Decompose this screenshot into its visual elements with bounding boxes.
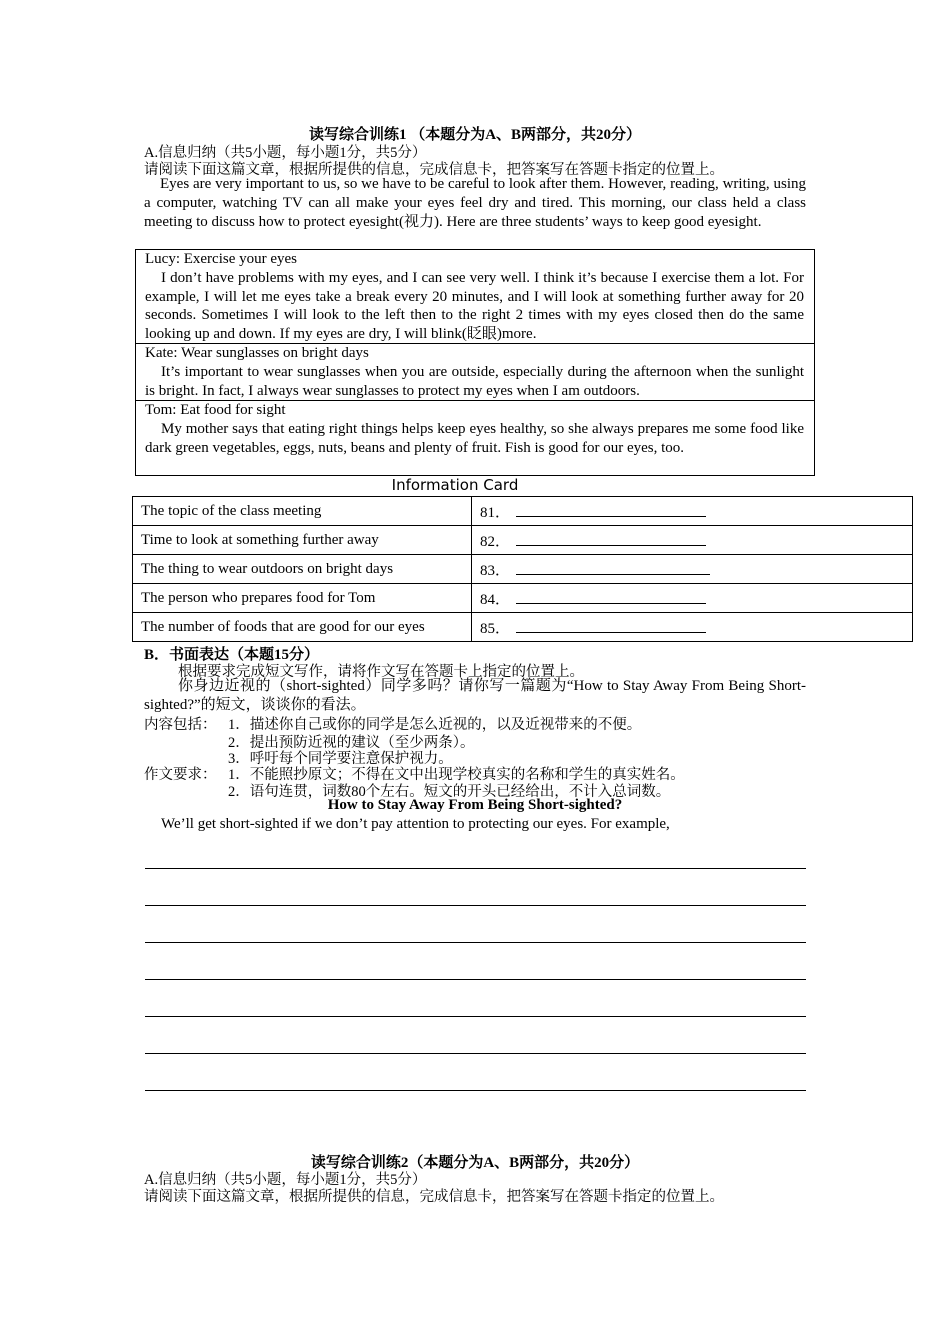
section2-partA-heading: A.信息归纳（共5小题，每小题1分，共5分） [144,1172,427,1188]
writing-line[interactable] [145,979,806,980]
card-label: The number of foods that are good for our eyes [133,613,472,642]
card-answer-cell[interactable] [472,584,913,613]
content-item: 3．呼吁每个同学要注意保护视力。 [228,751,453,767]
requirement-item: 2．语句连贯，词数80个左右。短文的开头已经给出，不计入总词数。 [228,784,671,800]
intro-paragraph: Eyes are very important to us, so we have to be careful to look after them. However, reading, writing, using a computer, watching TV can all make your eyes feel dry and tired. This morning, our class held a class meeting to discuss how to protect eyesight(视力). Here are three students’ ways to keep good eyesight. [144,176,806,230]
student-section-kate [136,343,814,400]
table-row [133,613,913,642]
question-number: 84． [480,591,511,608]
student-text: It’s important to wear sunglasses when you are outside, especially during the afternoon when the sunlight is bright. In fact, I always wear sunglasses to protect my eyes when I am outdoors. [145,363,804,399]
question-number: 82． [480,533,511,550]
writing-line[interactable] [145,1053,806,1054]
card-label: The topic of the class meeting [133,497,472,526]
section1-partB-instruction: 根据要求完成短文写作，请将作文写在答题卡上指定的位置上。 [178,664,584,680]
content-item: 1．描述你自己或你的同学是怎么近视的，以及近视带来的不便。 [228,717,642,733]
information-card-title: Information Card [391,476,519,494]
card-label: The person who prepares food for Tom [133,584,472,613]
writing-line[interactable] [145,905,806,906]
card-answer-cell[interactable] [472,613,913,642]
student-text: I don’t have problems with my eyes, and I can see very well. I think it’s because I exercise them a lot. For example, I will let me eyes take a break every 20 minutes, and I will look at something further away for 20 seconds. Sometimes I will look to the left then to the right 2 times with my eyes closed then do the same looking up and down. If my eyes are dry, I will blink(眨眼)more. [145,269,804,343]
writing-line[interactable] [145,942,806,943]
question-number: 83． [480,562,511,579]
answer-blank[interactable] [516,561,710,575]
student-heading: Tom: Eat food for sight [145,402,286,418]
card-answer-cell[interactable] [472,497,913,526]
student-section-lucy [136,250,814,343]
section1-partA-heading: A.信息归纳（共5小题，每小题1分，共5分） [144,145,427,161]
requirement-item: 1．不能照抄原文；不得在文中出现学校真实的名称和学生的真实姓名。 [228,767,685,783]
writing-line[interactable] [145,868,806,869]
writing-line[interactable] [145,1090,806,1091]
question-number: 85． [480,620,511,637]
table-row [133,526,913,555]
answer-blank[interactable] [516,532,706,546]
table-row [133,584,913,613]
students-box [135,249,815,476]
card-label: Time to look at something further away [133,526,472,555]
student-heading: Kate: Wear sunglasses on bright days [145,345,369,361]
section1-partA-instruction: 请阅读下面这篇文章，根据所提供的信息，完成信息卡，把答案写在答题卡指定的位置上。 [144,162,724,178]
content-item: 2．提出预防近视的建议（至少两条）。 [228,735,475,751]
table-row [133,497,913,526]
student-section-tom [136,400,814,475]
student-text: My mother says that eating right things helps keep eyes healthy, so she always prepares me some food like dark green vegetables, eggs, nuts, beans and plenty of fruit. Fish is good for our eyes, too. [145,420,804,456]
essay-title: How to Stay Away From Being Short-sighted? [327,797,623,813]
student-heading: Lucy: Exercise your eyes [145,251,298,267]
requirements-label: 作文要求： [144,767,217,783]
information-card-table [132,496,913,642]
card-answer-cell[interactable] [472,555,913,584]
answer-blank[interactable] [516,619,706,633]
section1-partB-heading: B．书面表达（本题15分） [144,647,320,663]
answer-blank[interactable] [516,503,706,517]
section1-title: 读写综合训练1 （本题分为A、B两部分，共20分） [308,127,642,143]
writing-line[interactable] [145,1016,806,1017]
section2-partA-instruction: 请阅读下面这篇文章，根据所提供的信息，完成信息卡，把答案写在答题卡指定的位置上。 [144,1189,724,1205]
table-row [133,555,913,584]
section2-title: 读写综合训练2（本题分为A、B两部分，共20分） [310,1155,640,1171]
answer-blank[interactable] [516,590,706,604]
card-label: The thing to wear outdoors on bright days [133,555,472,584]
section1-partB-prompt: 你身边近视的（short-sighted）同学多吗？请你写一篇题为“How to Stay Away From Being Short-sighted?”的短文，谈谈你的看法。 [144,678,806,713]
question-number: 81． [480,504,511,521]
content-label: 内容包括： [144,717,217,733]
essay-opening: We’ll get short-sighted if we don’t pay attention to protecting our eyes. For example, [161,816,670,832]
card-answer-cell[interactable] [472,526,913,555]
